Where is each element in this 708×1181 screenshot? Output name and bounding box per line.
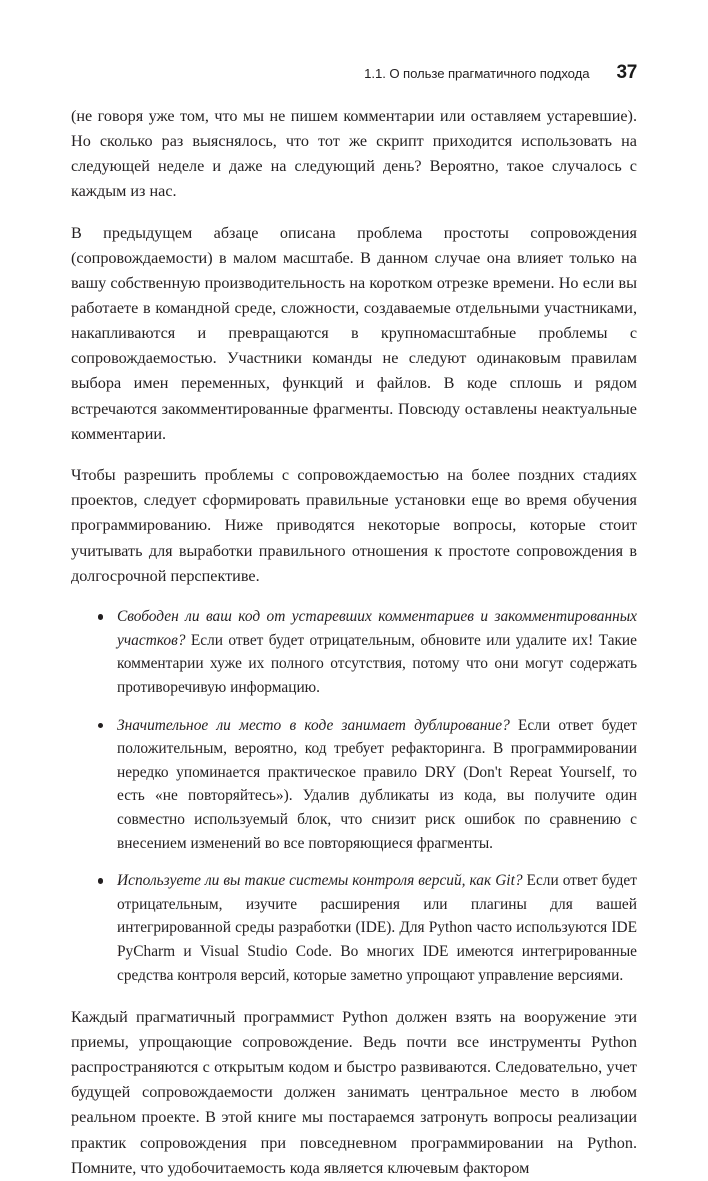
list-item-lead-in: Свободен ли ваш код от устаревших комментариев и закомментированных участков? xyxy=(117,608,637,649)
list-item xyxy=(71,869,637,987)
bullet-dot-icon xyxy=(98,878,103,883)
list-item-body: Если ответ будет отрицательным, обновите или удалите их! Такие комментарии хуже их полного отсутствия, потому что они могут содержать противоречивую информацию. xyxy=(117,631,637,696)
list-item xyxy=(71,714,637,856)
body-paragraph-2: В предыдущем абзаце описана проблема простоты сопровождения (сопровождаемости) в малом масштабе. В данном случае она влияет только на вашу собственную производительность на коротком отрезке времени. Но если вы работаете в командной среде, сложности, создаваемые отдельными участниками, накапливаются и превращаются в крупномасштабные проблемы с сопровождаемостью. Участники команды не следуют одинаковым правилам выбора имен переменных, функций и файлов. В коде сплошь и рядом встречаются закомментированные фрагменты. Повсюду оставлены неактуальные комментарии. xyxy=(71,223,637,443)
body-text-block xyxy=(71,104,637,1181)
bullet-dot-icon xyxy=(98,614,103,619)
question-list xyxy=(71,605,637,987)
page-number: 37 xyxy=(616,62,637,83)
list-item-lead-in: Значительное ли место в коде занимает дублирование? xyxy=(117,716,510,734)
list-item-body: Если ответ будет отрицательным, изучите расширения или плагины для вашей интегрированной среды разработки (IDE). Для Python часто используются IDE PyCharm и Visual Studio Code. Во многих IDE имеются интегрированные средства контроля версий, которые заметно упрощают управление версиями. xyxy=(117,872,637,984)
list-item-lead-in: Используете ли вы такие системы контроля версий, как Git? xyxy=(117,872,523,890)
list-item-body: Если ответ будет положительным, вероятно, код требует рефакторинга. В программировании нередко упоминается практическое правило DRY (Don't Repeat Yourself, то есть «не повторяйтесь»). Удалив дубликаты из кода, вы получите один совместно используемый блок, что снизит риск ошибок по сравнению с внесением изменений во все повторяющиеся фрагменты. xyxy=(117,716,637,852)
body-paragraph-3: Чтобы разрешить проблемы с сопровождаемостью на более поздних стадиях проектов, следует сформировать правильные установки еще во время обучения программированию. Ниже приводятся некоторые вопросы, которые стоит учитывать для выработки правильного отношения к простоте сопровождения в долгосрочной перспективе. xyxy=(71,466,637,585)
running-head-chapter-title: 1.1. О пользе прагматичного подхода xyxy=(364,66,590,81)
body-paragraph-4: Каждый прагматичный программист Python должен взять на вооружение эти приемы, упрощающие сопровождение. Ведь почти все инструменты Python распространяются с открытым кодом и быстро развиваются. Следовательно, учет будущей сопровождаемости должен занимать центральное место в любом реальном проекте. В этой книге мы постараемся затронуть вопросы реализации практик сопровождения при повседневном программировании на Python. Помните, что удобочитаемость кода является ключевым фактором xyxy=(71,1008,637,1177)
list-item xyxy=(71,605,637,699)
bullet-dot-icon xyxy=(98,723,103,728)
body-paragraph-1: (не говоря уже том, что мы не пишем комментарии или оставляем устаревшие). Но сколько раз выяснялось, что тот же скрипт приходится использовать на следующей неделе и даже на следующий день? Вероятно, такое случалось с каждым из нас. xyxy=(71,107,637,201)
running-head xyxy=(71,62,637,88)
